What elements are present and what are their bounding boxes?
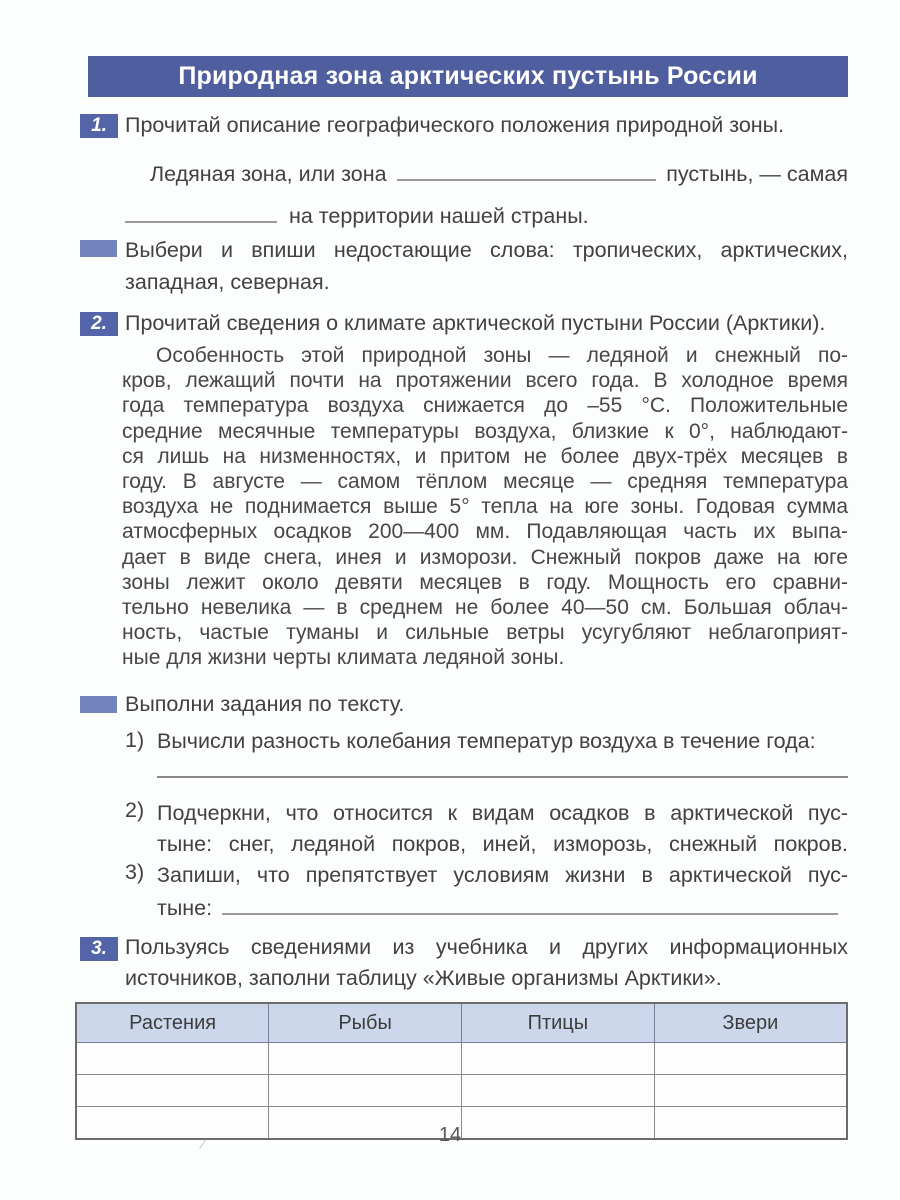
task1-fill2-post: на территории нашей страны. [289,204,589,228]
passage-line: ные для жизни черты климата ледяной зоны. [122,646,565,670]
empty-cell [462,1043,655,1075]
task3-instruction-line: Пользуясь сведениями из учебника и других информационных [125,935,848,959]
task2-instruction: Прочитай сведения о климате арктической пустыни России (Арктики). [125,311,826,335]
passage-line: ся лишь на низменностях, и притом не более двух-трёх месяцев в [122,444,848,468]
task1-hint-badge [80,240,117,257]
task1-fill1-pre: Ледяная зона, или зона [150,162,387,186]
passage-line: воздуха не поднимается выше 5° тепла на юге зоны. Годовая сумма [122,495,848,519]
task2-number-badge: 2. [80,312,118,336]
passage-line: дает в виде снега, инея и изморози. Снежный покров даже на юге [122,545,848,569]
passage-line: тельно невелика — в среднем не более 40—50 см. Большая облач- [122,596,848,620]
task3-number-badge: 3. [80,937,118,961]
column-header-birds: Птицы [462,1003,655,1043]
task1-blank-2 [125,199,277,223]
empty-cell [654,1075,847,1107]
column-header-plants: Растения [76,1003,269,1043]
task1-hint [125,234,848,298]
item3-line: Запиши, что препятствует условиям жизни в арктической пус- [157,863,848,887]
passage-line: средние месячные температуры воздуха, близкие к 0°, наблюдают- [122,419,848,443]
task1-fill-line-2 [125,199,848,229]
task3-instruction [125,932,848,994]
task1-number-badge: 1. [80,114,118,138]
item3-answer-blank [222,891,838,915]
task1-fill-line-1 [150,157,848,187]
item2-number: 2) [125,798,145,822]
column-header-fish: Рыбы [269,1003,462,1043]
task2-subtask-header: Выполни задания по тексту. [125,692,405,716]
task1-fill1-post: пустынь, — самая [666,162,848,186]
task1-hint-line: западная, северная. [125,270,330,294]
task3-instruction-line: источников, заполни таблицу «Живые организмы Арктики». [125,966,722,990]
item3-line2-pre: тыне: [157,895,213,920]
item1-number: 1) [125,728,145,752]
scan-artifact: ⁄ [202,1136,205,1152]
passage-line: года температура воздуха снижается до –55 °С. Положительные [122,394,848,418]
item3-text [157,860,848,923]
item2-text [157,798,848,859]
organisms-table [75,1002,848,1140]
column-header-beasts: Звери [654,1003,847,1043]
item3-line-with-blank [157,891,848,924]
passage-line: Особенность этой природной зоны — ледяной и снежный по- [156,344,848,367]
table-row [76,1043,847,1075]
item1-text: Вычисли разность колебания температур воздуха в течение года: [157,729,816,753]
page-number: 14 [438,1124,462,1146]
item1-answer-blank [157,762,848,778]
task1-instruction: Прочитай описание географического положения природной зоны. [125,113,785,137]
passage-line: году. В августе — самом тёплом месяце — средняя температура [122,470,848,494]
table-row [76,1075,847,1107]
empty-cell [269,1075,462,1107]
task2-subtask-badge [80,696,117,713]
item3-number: 3) [125,860,145,884]
empty-cell [76,1043,269,1075]
task1-hint-line: Выбери и впиши недостающие слова: тропических, арктических, [125,238,848,262]
empty-cell [76,1075,269,1107]
empty-cell [462,1075,655,1107]
climate-passage [122,343,848,671]
empty-cell [269,1043,462,1075]
empty-cell [654,1043,847,1075]
item2-line: тыне: снег, ледяной покров, иней, изморозь, снежный покров. [157,831,848,856]
item2-line: Подчеркни, что относится к видам осадков в арктической пус- [157,801,848,825]
passage-line: атмосферных осадков 200—400 мм. Подавляющая часть их выпа- [122,520,848,544]
organisms-table-header-row [76,1003,847,1043]
passage-line: зоны лежит около девяти месяцев в году. Мощность его сравни- [122,570,848,594]
passage-line: кров, лежащий почти на протяжении всего года. В холодное время [122,369,848,393]
passage-line: ность, частые туманы и сильные ветры усугубляют неблагоприят- [122,621,848,645]
page-title-banner: Природная зона арктических пустынь России [88,56,848,97]
task1-blank-1 [397,157,657,181]
